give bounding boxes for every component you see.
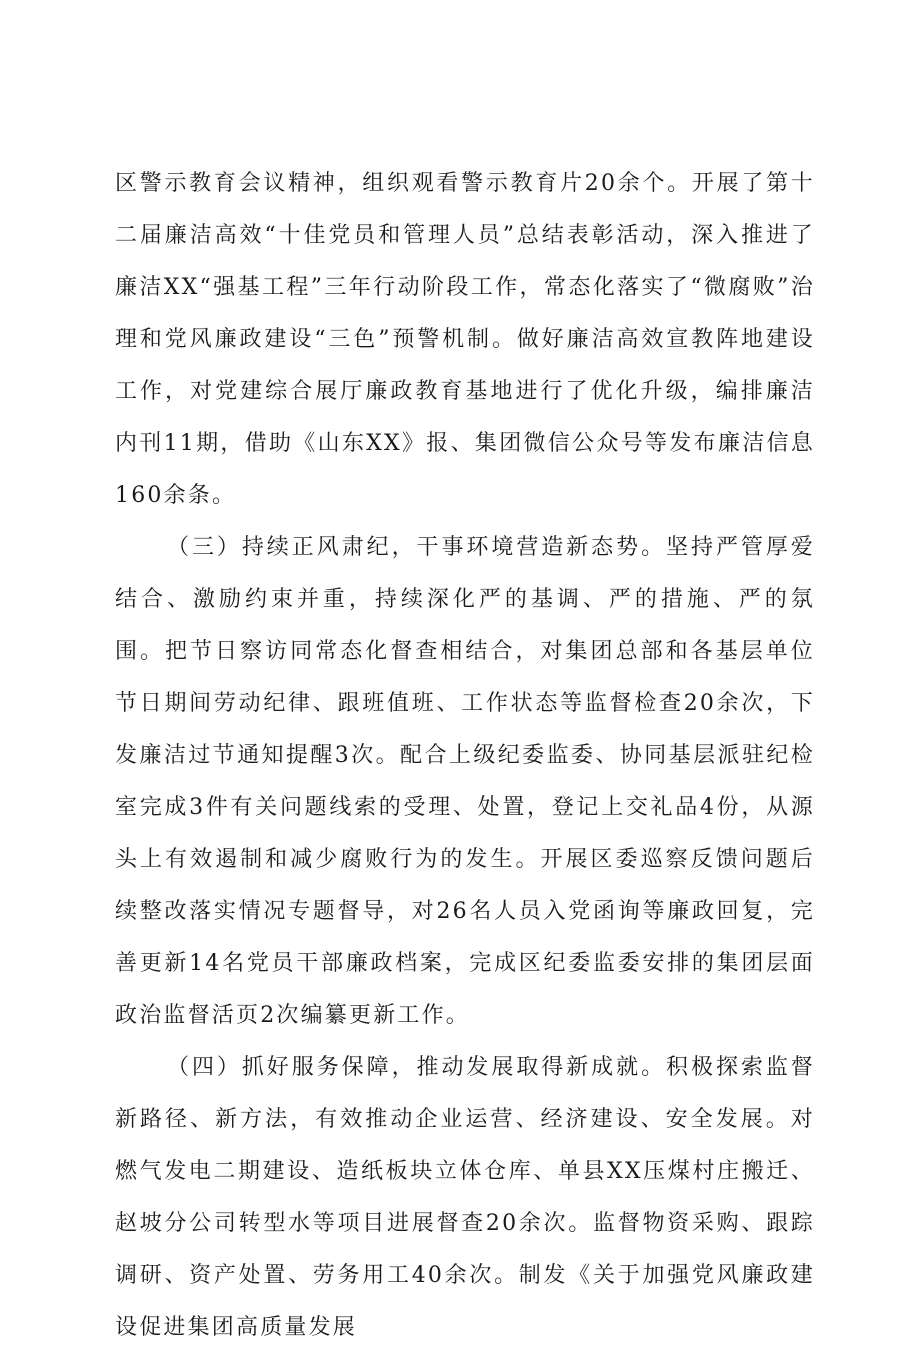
paragraph-section-3: （三）持续正风肃纪，干事环境营造新态势。坚持严管厚爱结合、激励约束并重，持续深化严的基调、严的措施、严的氛围。把节日察访同常态化督查相结合，对集团总部和各基层单位节日期间劳动纪律、跟班值班、工作状态等监督检查20余次，下发廉洁过节通知提醒3次。配合上级纪委监委、协同基层派驻纪检室完成3件有关问题线索的受理、处置，登记上交礼品4份，从源头上有效遏制和减少腐败行为的发生。开展区委巡察反馈问题后续整改落实情况专题督导，对26名人员入党函询等廉政回复，完善更新14名党员干部廉政档案，完成区纪委监委安排的集团层面政治监督活页2次编纂更新工作。 (115, 535, 815, 1028)
document-body (115, 158, 815, 1354)
paragraph-section-4: （四）抓好服务保障，推动发展取得新成就。积极探索监督新路径、新方法，有效推动企业运营、经济建设、安全发展。对燃气发电二期建设、造纸板块立体仓库、单县XX压煤村庄搬迁、赵坡分公司转型水等项目进展督查20余次。监督物资采购、跟踪调研、资产处置、劳务用工40余次。制发《关于加强党风廉政建设促进集团高质量发展 (115, 1055, 815, 1340)
paragraph-continuation: 区警示教育会议精神，组织观看警示教育片20余个。开展了第十二届廉洁高效“十佳党员和管理人员”总结表彰活动，深入推进了廉洁XX“强基工程”三年行动阶段工作，常态化落实了“微腐败”治理和党风廉政建设“三色”预警机制。做好廉洁高效宣教阵地建设工作，对党建综合展厅廉政教育基地进行了优化升级，编排廉洁内刊11期，借助《山东XX》报、集团微信公众号等发布廉洁信息160余条。 (115, 171, 815, 508)
